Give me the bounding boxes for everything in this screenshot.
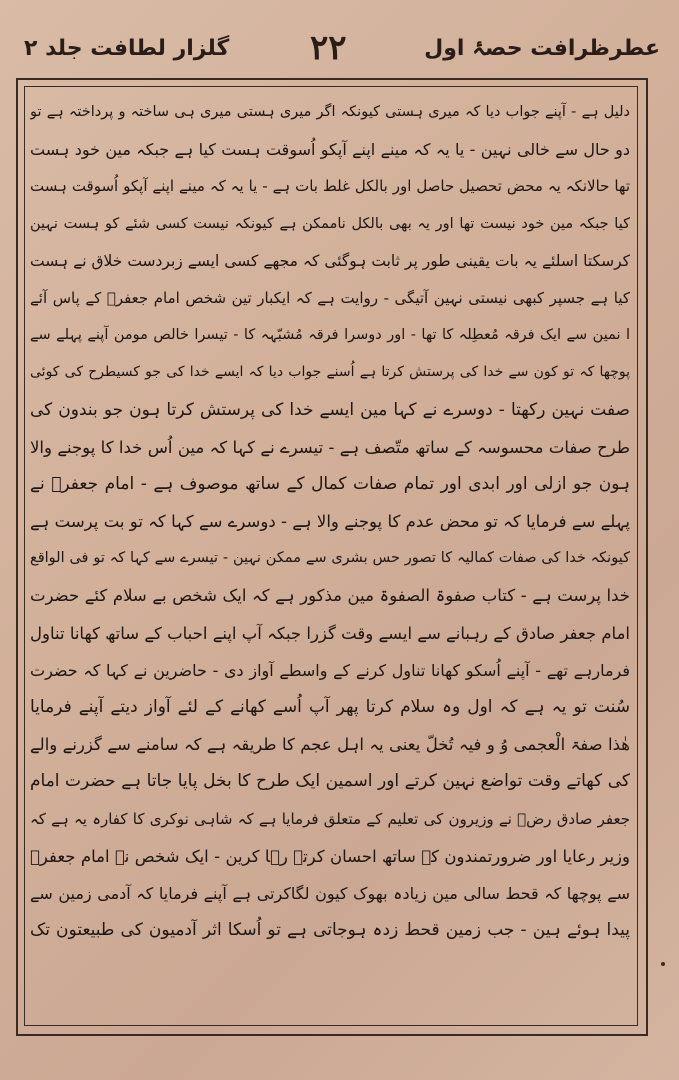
text-line: سے پوچھا کہ قحط سالی مین زیادہ بھوک کیون لگاکرتی ہے آپنے فرمایا کہ آدمی زمین سے [30, 883, 630, 903]
text-line: تھا حالانکہ یہ محض تحصیل حاصل اور بالکل غلط بات ہے - یا یہ کہ مینے اپنے آپکو اُسوقت ہست [30, 177, 630, 196]
text-line: کرسکتا اسلئے یہ بات یقینی طور پر ثابت ہوگئی کہ مجھے کسی ایسے زبردست خلاق نے ہست [30, 251, 630, 270]
text-line: طرح صفات محسوسہ کے ساتھ متّصف ہے - تیسرے نے کہا کہ مین اُس خدا کا پوجنے والا [30, 437, 630, 457]
text-line: خدا پرست ہے - کتاب صفوۃ الصفوۃ مین مذکور ہے کہ ایک شخص بے سلام کئے حضرت [30, 586, 630, 606]
text-line: کیا جبکہ مین خود نیست تھا اور یہ بھی بالکل ناممکن ہے کیونکہ نیست کسی شئے کو ہست نہین [30, 215, 630, 232]
margin-dot [661, 962, 665, 966]
text-line: سُنت تو یہ ہے کہ اول وہ سلام کرتا پھر آپ اُسے کھانے کے لئے آواز دیتے آپنے فرمایا [30, 697, 630, 717]
page-body-text [30, 94, 630, 1020]
text-line: پوچھا کہ تو کون سے خدا کی پرستش کرتا ہے اُسنے جواب دیا کہ ایسے خدا کی جو کسیطرح کی کوئی [30, 364, 630, 381]
text-line: ہون جو ازلی اور ابدی اور تمام صفات کمال کے ساتھ موصوف ہے - امام جعفرؓ نے [30, 473, 630, 494]
text-line: جعفر صادق رضؓ نے وزیرون کی تعلیم کے متعلق فرمایا ہے کہ شاہی نوکری کا کفارہ یہ ہے کہ [30, 809, 630, 828]
text-line: امام جعفر صادق کے رہبانے سے ایسے وقت گزرا جبکہ آپ اپنے احباب کے ساتھ کھانا تناول [30, 623, 630, 643]
text-line: دلیل ہے - آپنے جواب دیا کہ میری ہستی کیونکہ اگر میری ہستی میری ہی ساختہ و پرداختہ ہے تو [30, 104, 630, 120]
text-line: کیا ہے جسپر کبھی نیستی نہین آتیگی - روایت ہے کہ ایکبار تین شخص امام جعفرؓ کے پاس آئے [30, 288, 630, 307]
text-line: ھٰذا صفۃ الْعجمی وُ و فیہ تُخلّ یعنی یہ اہل عجم کا طریقہ ہے کہ سامنے سے گزرنے والے [30, 735, 630, 755]
text-line: ا نمین سے ایک فرقہ مُعطِلہ کا تھا - اور دوسرا فرقہ مُشبّہہ کا - تیسرا خالص مومن آپنے پہلے سے [30, 327, 630, 344]
text-line: پہلے سے فرمایا کہ تو محض عدم کا پوجنے والا ہے - دوسرے سے کہا کہ تو بت پرست ہے [30, 512, 630, 532]
text-line: کیونکہ خدا کی صفات کمالیہ کا تصور حس بشری سے ممکن نہین - تیسرے سے کہا کہ تو فی الواقع [30, 550, 630, 567]
section-title: عطرظرافت حصۂ اول [424, 36, 660, 61]
page-number: ۲۲ [310, 28, 347, 68]
book-title: گلزار لطافت جلد ۲ [24, 36, 230, 61]
page-header [20, 28, 660, 78]
text-line: پیدا ہوئے ہین - جب زمین قحط زدہ ہوجاتی ہے تو اُسکا اثر آدمیون کی طبیعتون تک [30, 920, 630, 941]
text-line: فرمارہے تھے - آپنے اُسکو کھانا تناول کرنے کے واسطے آواز دی - حاضرین نے کہا کہ حضرت [30, 660, 630, 680]
text-line: دو حال سے خالی نہین - یا یہ کہ مینے اپنے آپکو اُسوقت ہست کیا ہے جبکہ مین خود ہست [30, 140, 630, 160]
text-line: کی کھاتے وقت تواضع نہین کرتے اور اسمین ایک طرح کا بخل پایا جاتا ہے حضرت امام [30, 771, 630, 792]
text-line: صفت نہین رکھتا - دوسرے نے کہا مین ایسے خدا کی پرستش کرتا ہون جو بندون کی [30, 399, 630, 420]
text-line: وزیر رعایا اور ضرورتمندون کے ساتھ احسان کرتے رہا کرین - ایک شخص نے امام جعفرؓ [30, 846, 630, 866]
